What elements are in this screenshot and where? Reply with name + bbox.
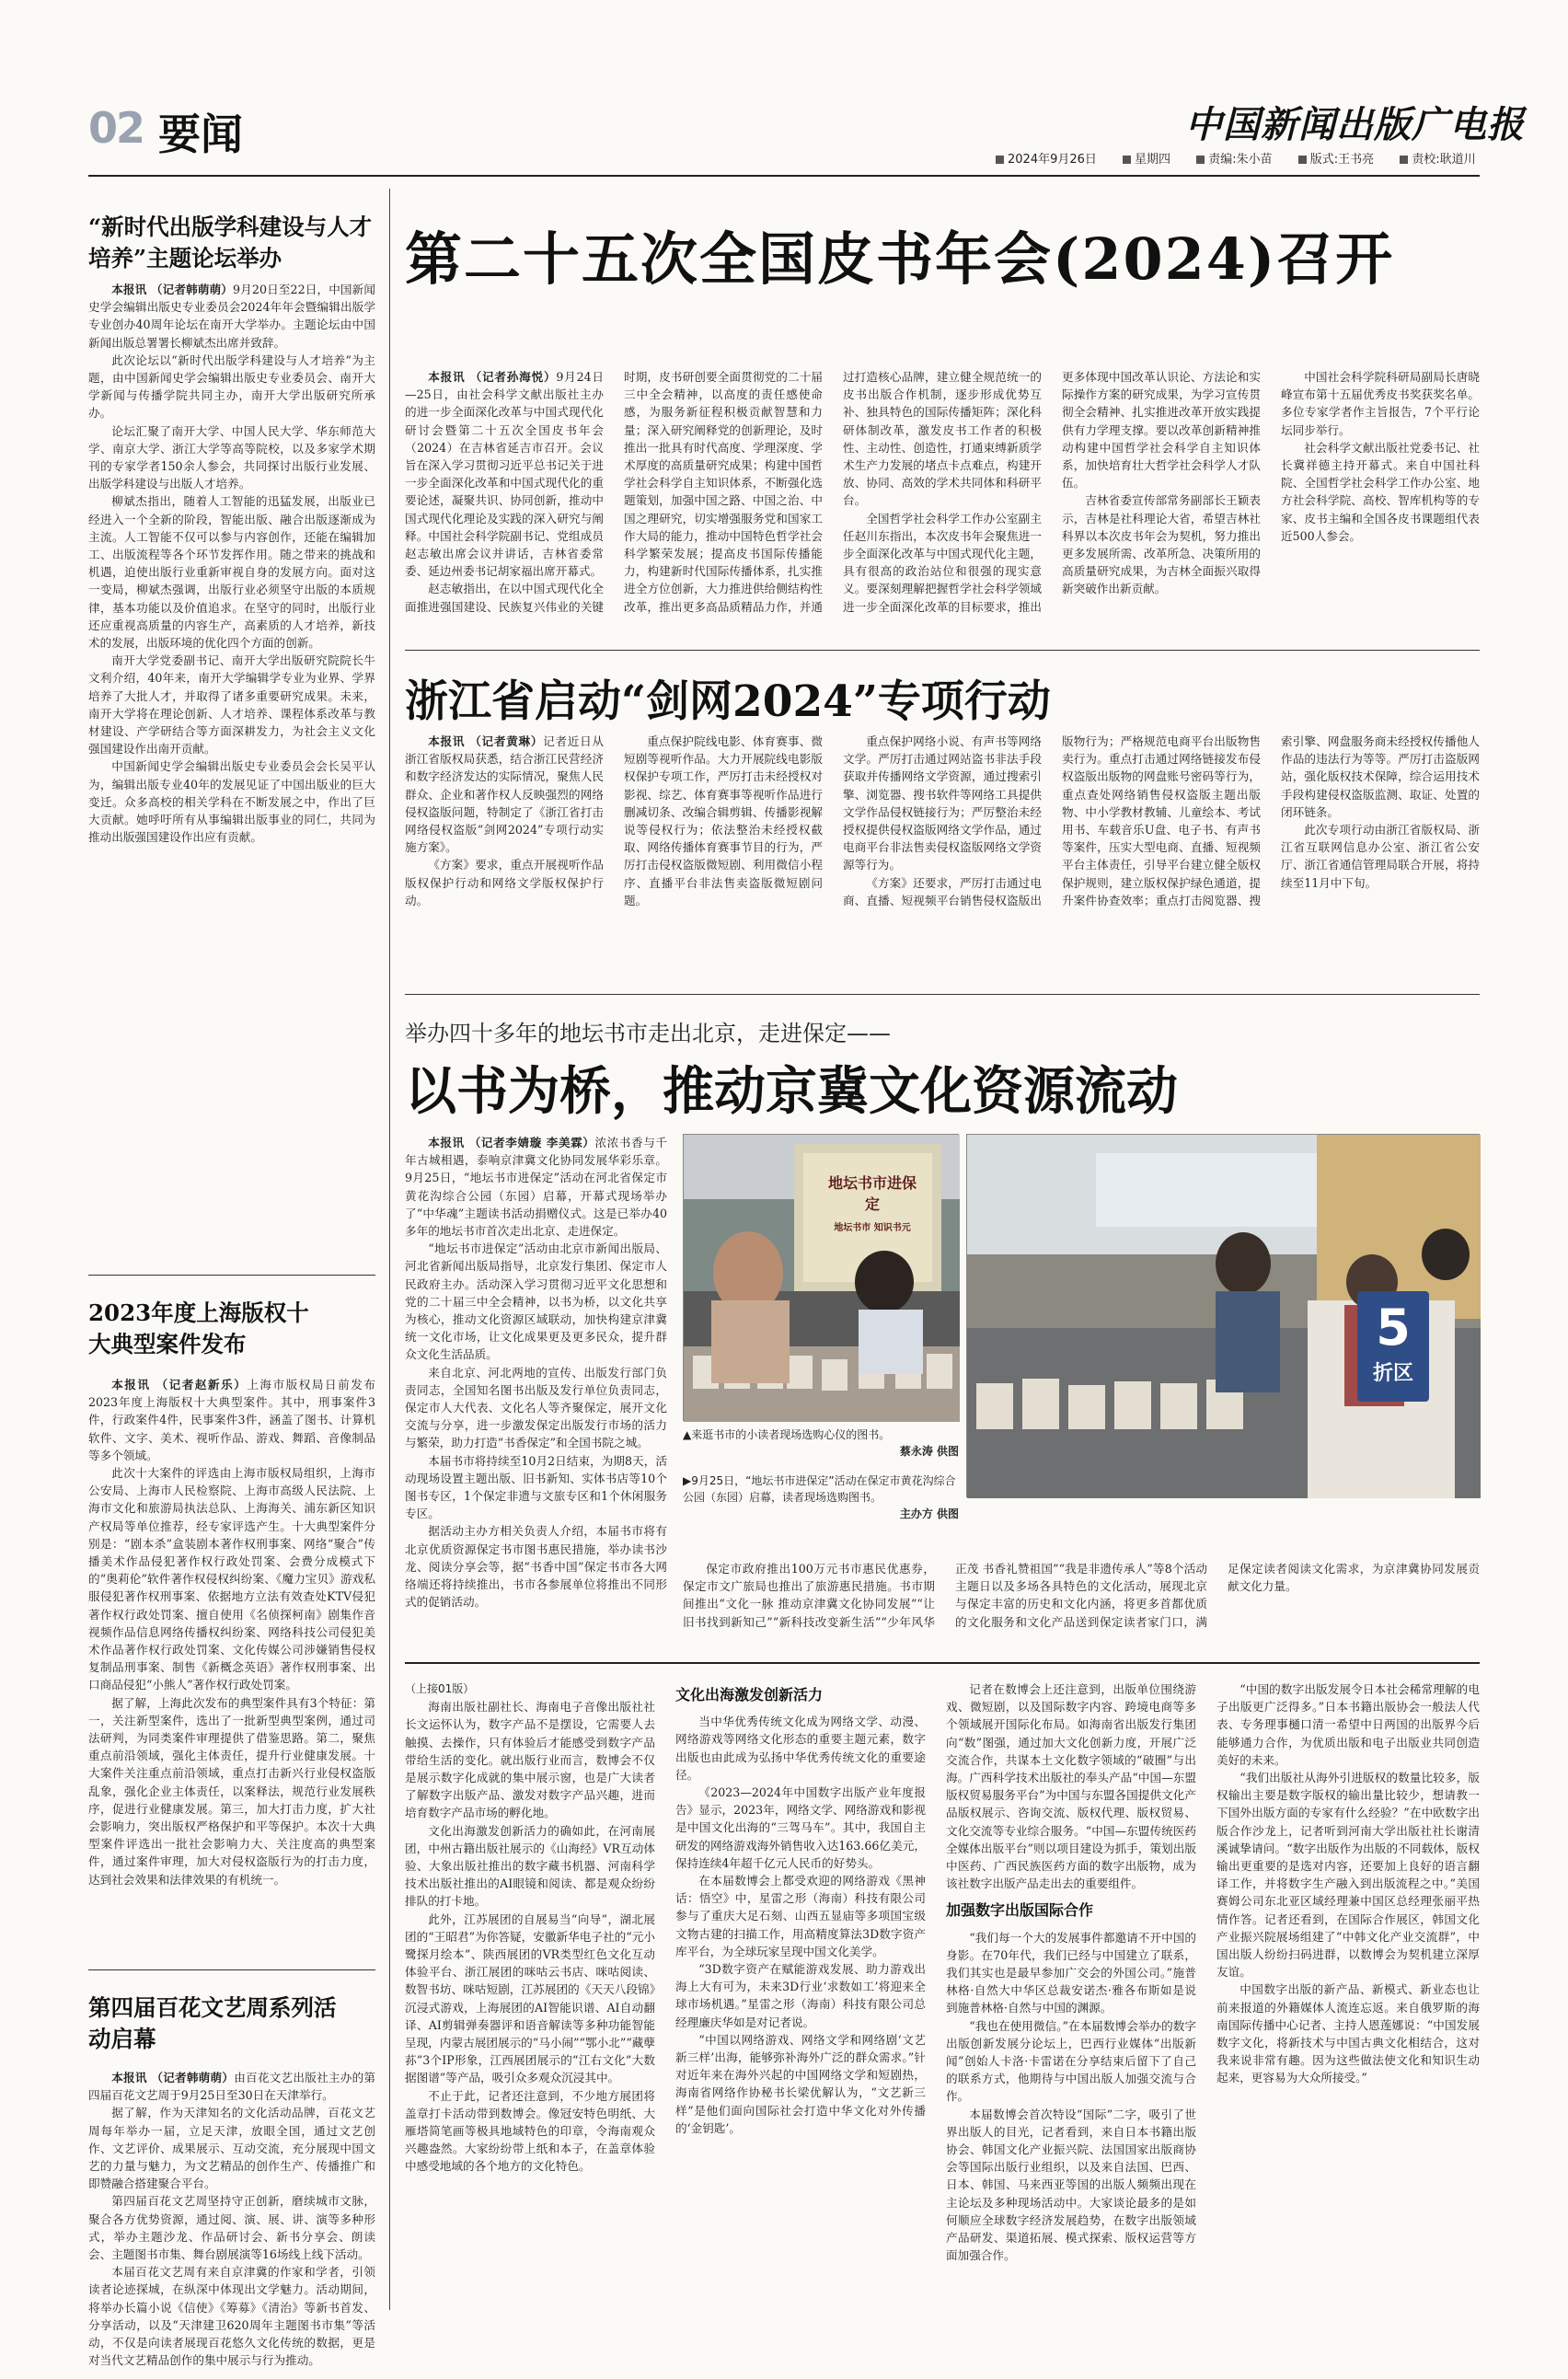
story2-title: 浙江省启动“剑网2024”专项行动 xyxy=(405,676,1051,727)
lead-story-title: 第二十五次全国皮书年会(2024)召开 xyxy=(405,225,1395,293)
issue-date: 2024年9月26日 xyxy=(1008,153,1097,167)
discount-sign-number: 5 xyxy=(1376,1299,1411,1357)
left-article1-title: “新时代出版学科建设与人才培养”主题论坛举办 xyxy=(88,214,373,271)
subhead-culture-export: 文化出海激发创新活力 xyxy=(675,1686,824,1703)
story3-author: 本报讯 （记者李婧璇 李美霖） xyxy=(428,1136,595,1149)
continuation-col2: 文化出海激发创新活力 当中华优秀传统文化成为网络文学、动漫、网络游戏等网络文化形态的重要主题元素，数字出版也由此成为弘扬中华优秀传统文化的重要途径。 《2023—2024年中国数字出版产业年度报告》显示，2023年，网络文学、网络游戏和影视是中国文化出海的“三驾马车”。其中，我国自主研发的网络游戏海外销售收入达163.66亿美元，保持连续4年超千亿元人民币的好势头。 在本届数博会上都受欢迎的网络游戏《黑神话：悟空》中，星雷之形（海南）科技有限公司参与了重庆大足石刻、山西五显庙等多项国宝级文物古建的扫描工作，用高精度算法3D数字资产库平台，为全球玩家呈现中国文化美学。 “3D数字资产在赋能游戏发展、助力游戏出海上大有可为，未来3D行业‘求数如工’将迎来全球市场机遇。”星雷之形（海南）科技有限公司总经理廉庆华如是对记者说。 “中国以网络游戏、网络文学和网络剧‘文艺新三样’出海，能够弥补海外广泛的群众需求。”针对近年来在海外兴起的中国网络文学和短剧热，海南省网络作协秘书长梁优解认为，“文艺新三样”是他们面向国际社会打造中华文化对外传播的‘金钥匙’。 xyxy=(675,1686,926,2135)
discount-sign-text: 折区 xyxy=(1372,1362,1413,1385)
continuation-col3: 记者在数博会上还注意到，出版单位围绕游戏、微短剧，以及国际数字内容、跨境电商等多个领域展开国际化布局。如海南省出版发行集团向“数”图强，通过加大文化创新力度，开展广泛交流合作，共谋本土文化数字领域的“破圈”与出海。广西科学技术出版社的奉头产品“中国—东盟版权贸易服务平台”为中国与东盟各国提供文化产品版权展示、咨询交流、版权代理、版权贸易、文化交流等专业综合服务。“中国—东盟传统医药全媒体出版平台”则以项目建设为抓手，策划出版中医药、广西民族医药方面的数字出版物，成为该社数字出版产品走出去的重要组件。 加强数字出版国际合作 “我们每一个大的发展事件都邀请不开中国的身影。在70年代，我们已经与中国建立了联系，我们其实也是最早参加广交会的外国公司。”施普林格·自然大中华区总裁安诺杰·雅各布斯如是说到施普林格·自然与中国的渊源。 “我也在使用微信。”在本届数博会举办的数字出版创新发展分论坛上，巴西行业媒体“出版新闻”创始人卡洛·卡雷诺在分享结束后留下了自己的联系方式，他期待与中国出版人加强交流与合作。 本届数博会首次特设“国际”二字，吸引了世界出版人的目光，记者看到，来自日本书籍出版协会、韩国文化产业振兴院、法国国家出版商协会等国际出版行业组织，以及来自法国、巴西、日本、韩国、马来西亚等国的出版人频频出现在主论坛及多种现场活动中。大家谈论最多的是如何顺应全球数字经济发展趋势，在数字出版领域产品研发、渠道拓展、模式探索、版权运营等方面加强合作。 xyxy=(946,1682,1196,2263)
section-name: 要闻 xyxy=(158,110,243,159)
masthead-logo: 中国新闻出版广电报 xyxy=(1185,103,1525,146)
continuation-col4: “中国的数字出版发展令日本社会稀常理解的电子出版更广泛得多。”日本书籍出版协会一般法人代表、专务理事樋口清一希望中日两国的出版界今后能够通力合作，为优质出版和电子出版业共同创造美好的未来。 “我们出版社从海外引进版权的数量比较多，版权输出主要是数字版权的输出量比较少，想请教一下国外出版方面的专家有什么经验？”在中欧数字出版合作沙龙上，记者听到河南大学出版社社长谢清溪诚挚请问。“数字出版作为出版的不同载体，版权输出更重要的是选对内容，还要加上良好的语言翻译工作，并将数字生产融入到出版流程之中。”美国赛姆公司东北亚区域经理兼中国区总经理张丽平热情作答。记者还看到，在国际合作展区，韩国文化产业振兴院展场组建了“中韩文化产业交流群”，中国出版人纷纷扫码进群，以数博会为契机建立深厚友谊。 中国数字出版的新产品、新模式、新业态也让前来报道的外籍媒体人流连忘返。来自俄罗斯的海南国际传播中心记者、主持人恩莲娜说：“中国发展数字文化，将新技术与中国古典文化相结合，这对我来说非常有趣。因为这些做法使文化和知识生动起来，更容易为大众所接受。” xyxy=(1216,1682,1480,2085)
left-article2-body: 本报讯 （记者赵新乐）上海市版权局日前发布2023年度上海版权十大典型案件。其中，刑事案件3件，行政案件4件，民事案件3件，涵盖了图书、计算机软件、文字、美术、视听作品、游戏、舞蹈、音像制品等多个领域。 此次十大案件的评选由上海市版权局组织，上海市公安局、上海市人民检察院、上海市高级人民法院、上海市文化和旅游局执法总队、上海海关、浦东新区知识产权局等单位推荐，经专家评选产生。十大典型案件分别是：“剧本杀”盒装剧本著作权刑事案、网络“聚合”传播美术作品侵犯著作权行政处罚案、会费分成模式下的“奥莉伦”软件著作权侵权纠纷案、《魔力宝贝》游戏私服侵犯著作权刑事案、依据地方立法有效查处KTV侵犯著作权行政处罚案、擅自使用《名侦探柯南》剧集作音视频作品信息网络传播权纠纷案、网络科技公司侵犯美术作品著作权行政处罚案、文化传媒公司涉嫌销售侵权复制品刑事案、制售《新概念英语》著作权刑事案、出口商品侵犯“小熊人”著作权行政处罚案。 据了解，上海此次发布的典型案件具有3个特征：第一，关注新型案件，选出了一批新型典型案例，通过司法研判，为同类案件审理提供了借鉴思路。第二，聚焦重点前沿领域，强化主体责任，提升行业健康发展。十大案件关注重点前沿领域，重点打击新兴行业侵权盗版乱象，强化企业主体责任，以案释法，规范行业发展秩序，促进行业健康发展。第三，加大打击力度，扩大社会影响力，突出版权严格保护和平等保护。本次十大典型案件评选出一批社会影响力大、关注度高的典型案件，通过案件审理，加大对侵权盗版行为的打击力度，达到社会效果和法律效果的有机统一。 xyxy=(88,1378,375,1887)
story3-divider xyxy=(405,1662,1480,1664)
left-divider-1 xyxy=(88,1275,375,1276)
continuation-jump-label: （上接01版） xyxy=(405,1682,475,1695)
column-divider xyxy=(389,189,390,2310)
lead-story-body: 本报讯 （记者孙海悦）9月24日—25日，由社会科学文献出版社主办的进一步全面深化改革与中国式现代化研讨会暨第二十五次全国皮书年会（2024）在吉林省延吉市召开。会议旨在深入学习贯彻习近平总书记关于进一步全面深化改革和中国式现代化的重要论述，凝聚共识、协同创新，推动中国式现代化理论及实践的深入研究与阐释。中国社会科学院副书记、党组成员赵志敏出席会议并讲话，吉林省委常委、延边州委书记胡家福出席开幕式。 赵志敏指出，在以中国式现代化全面推进强国建设、民族复兴伟业的关键时期，皮书研创要全面贯彻党的二十届三中全会精神，以高度的责任感使命感，为服务新征程积极贡献智慧和力量；深入研究阐释党的创新理论，及时推出一批具有时代高度、学理深度、学术厚度的高质量研究成果；构建中国哲学社会科学自主知识体系，不断强化选题策划，加强中国之路、中国之治、中国之理研究，切实增强服务党和国家工作大局的能力，推动中国特色哲学社会科学繁荣发展；提高皮书国际传播能力，构建新时代国际传播体系，扎实推进全方位创新，大力推进供给侧结构性改革，推出更多高品质精品力作，并通过打造核心品牌，建立健全规范统一的皮书出版合作机制，逐步形成优势互补、独具特色的国际传播矩阵；深化科研体制改革，激发皮书工作者的积极性、主动性、创造性，打通束缚新质学术生产力发展的堵点卡点难点，构建开放、协同、高效的学术共同体和科研平台。 全国哲学社会科学工作办公室副主任赵川东指出，本次皮书年会聚焦进一步全面深化改革与中国式现代化主题，具有很高的政治站位和很强的现实意义。要深刻理解把握哲学社会科学领域进一步全面深化改革的目标要求，推出更多体现中国改革认识论、方法论和实际操作方案的研究成果，为学习宣传贯彻全会精神、扎实推进改革开放实践提供有力学理支撑。要以改革创新精神推动构建中国哲学社会科学自主知识体系，加快培育壮大哲学社会科学人才队伍。 吉林省委宣传部常务副部长王颖表示，吉林是社科理论大省，希望吉林社科界以本次皮书年会为契机，努力推出更多发展所需、改革所急、决策所用的高质量研究成果，为吉林全面振兴取得新突破作出新贡献。 中国社会科学院科研局副局长唐晓峰宣布第十五届优秀皮书奖获奖名单。多位专家学者作主旨报告，7个平行论坛同步举行。 社会科学文献出版社党委书记、社长冀祥德主持开幕式。来自中国社科院、全国哲学社会科学工作办公室、地方社会科学院、高校、智库机构等的专家、皮书主编和全国各皮书课题组代表近500人参会。 xyxy=(405,370,1480,614)
layout-credit: 版式:王书亮 xyxy=(1309,153,1375,167)
bookfair-photo-children xyxy=(683,1134,959,1421)
page-number: 02 xyxy=(88,103,144,153)
left-article1-body: 本报讯 （记者韩萌萌）9月20日至22日，中国新闻史学会编辑出版史专业委员会2024年年会暨编辑出版学专业创办40周年论坛在南开大学举办。主题论坛由中国新闻出版总署署长柳斌杰出席并致辞。 此次论坛以“新时代出版学科建设与人才培养”为主题，由中国新闻史学会编辑出版史专业委员会、南开大学新闻与传播学院共同主办，南开大学出版研究所承办。 论坛汇聚了南开大学、中国人民大学、华东师范大学、南京大学、浙江大学等高等院校，以及多家学术期刊的专家学者150余人参会，共同探讨出版行业发展、出版学科建设与出版人才培养。 柳斌杰指出，随着人工智能的迅猛发展，出版业已经进入一个全新的阶段，智能出版、融合出版逐渐成为主流。人工智能不仅可以参与内容创作，还能在编辑加工、出版流程等各个环节发挥作用。随之带来的挑战和机遇，迫使出版行业重新审视自身的发展方向。面对这一变局，柳斌杰强调，出版行业必须坚守出版的本质规律，基本功能以及价值追求。在坚守的同时，出版行业还应重视高质量的内容生产，高素质的人才培养，新技术的发展，出版环境的优化四个方面的创新。 南开大学党委副书记、南开大学出版研究院院长牛文利介绍，40年来，南开大学编辑学专业为业界、学界培养了大批人才，并取得了诸多重要研究成果。未来，南开大学将在理论创新、人才培养、课程体系改革与教材建设、产学研结合等方面深耕发力，为社会主义文化强国建设作出南开贡献。 中国新闻史学会编辑出版史专业委员会会长吴平认为，编辑出版专业40年的发展见证了中国出版业的巨大变迁。众多高校的相关学科在不断发展之中，作出了巨大贡献。她呼吁所有从事编辑出版事业的同仁，共同为推动出版强国建设作出应有贡献。 xyxy=(88,283,375,845)
bookfair-booth-sign: 地坛书市进保定 地坛书市 知识书元 xyxy=(827,1174,917,1233)
story2-body: 本报讯 （记者黄琳）记者近日从浙江省版权局获悉，结合浙江民营经济和数字经济发达的实际情况，聚焦人民群众、企业和著作权人反映强烈的网络侵权盗版问题，特制定了《浙江省打击网络侵权盗版“剑网2024”专项行动实施方案》。 《方案》要求，重点开展视听作品版权保护行动和网络文学版权保护行动。 重点保护院线电影、体育赛事、微短剧等视听作品。大力开展院线电影版权保护专项工作，严厉打击未经授权对影视、综艺、体育赛事等视听作品进行删减切条、改编合辑剪辑、传播影视解说等侵权行为；依法整治未经授权截取、网络传播体育赛事节目的行为，严厉打击侵权盗版微短剧、利用微信小程序、直播平台非法售卖盗版微短剧问题。 重点保护网络小说、有声书等网络文学。严厉打击通过网站盗书非法手段获取并传播网络文学资源，通过搜索引擎、浏览器、搜书软件等网络工具提供文学作品侵权链接行为；严厉整治未经授权提供侵权盗版网络文学作品，通过电商平台非法售卖侵权盗版网络文学资源等行为。 《方案》还要求，严厉打击通过电商、直播、短视频平台销售侵权盗版出版物行为；严格规范电商平台出版物售卖行为。重点打击通过网络链接发布侵权盗版出版物的网盘账号密码等行为，重点查处网络销售侵权盗版主题出版物、中小学教材教辅、儿童绘本、考试用书、车载音乐U盘、电子书、有声书等案件，压实大型电商、直播、短视频平台主体责任，引导平台建立健全版权保护规则，建立版权保护绿色通道，提升案件协查效率；重点打击阅览器、搜索引擎、网盘服务商未经授权传播他人作品的违法行为等等。严厉打击盗版网站，强化版权技术保障，综合运用技术手段构建侵权盗版监测、取证、处置的闭环链条。 此次专项行动由浙江省版权局、浙江省互联网信息办公室、浙江省公安厅、浙江省通信管理局联合开展，将持续至11月中下旬。 xyxy=(405,734,1480,907)
left-article3-author: 本报讯 （记者韩萌萌） xyxy=(111,2071,235,2085)
lead-story-divider xyxy=(405,650,1480,651)
photo1-caption: ▲来逛书市的小读者现场选购心仪的图书。 蔡永涛 供图 xyxy=(683,1428,959,1458)
left-divider-2 xyxy=(88,1969,375,1970)
issue-meta-bar xyxy=(996,149,1498,167)
continuation-col1: （上接01版） 海南出版社副社长、海南电子音像出版社社长文运怀认为，数字产品不是摆设，它需要人去触摸、去操作，只有体验后才能感受到数字产品带给生活的变化。就出版行业而言，数博会不仅是展示数字化成就的集中展示窗，也是广大读者了解数字出版产品、激发对数字产品兴趣，进而培育数字产品市场的孵化地。 文化出海激发创新活力的确如此，在河南展团，中州古籍出版社展示的《山海经》VR互动体验、大象出版社推出的数字藏书机器、河南科学技术出版社推出的AI眼镜和阅读、都是观众纷纷排队的打卡地。 此外，江苏展团的自展易当“向导”，湖北展团的“王昭君”为你答疑，安徽新华电子社的“元小鹭探月绘本”、陕西展团的VR类型红色文化互动体验平台、浙江展团的咪咕云书店、咪咕阅读、数智书坊、咪咕短剧，江苏展团的《天天八段锦》沉浸式游戏，上海展团的AI智能识谱、AI自动翻译、AI剪辑弹奏器评和语音解读等多种功能智能呈现，内蒙古展团展示的“马小闹”“鄂小北”“藏孽荪”3个IP形象，江西展团展示的“江右文化”大数据图谱”等产品，吸引众多观众沉浸其中。 不止于此，记者还注意到，不少地方展团将盖章打卡活动带到数博会。像冠安特色明纸、大雁塔简笔画等极具地域特色的印章，令海南观众兴趣盎然。大家纷纷带上纸和本子，在盖章体验中感受地域的各个地方的文化特色。 xyxy=(405,1682,655,2174)
editor-credit: 责编:朱小苗 xyxy=(1208,153,1273,167)
subhead-international-cooperation: 加强数字出版国际合作 xyxy=(946,1901,1094,1920)
story3-body-col1: 本报讯 （记者李婧璇 李美霖）浓浓书香与千年古城相遇，泰响京津冀文化协同发展华彩乐章。9月25日，“地坛书市进保定”活动在河北省保定市黄花沟综合公园（东园）启幕，开幕式现场举办了“中华魂”主题读书活动捐赠仪式。这是已举办40多年的地坛书市首次走出北京、走进保定。 “地坛书市进保定”活动由北京市新闻出版局、河北省新闻出版局指导，北京发行集团、保定市人民政府主办。活动深入学习贯彻习近平文化思想和党的二十届三中全会精神，以书为桥，以文化共享为核心，推动文化资源区域联动，加快构建京津冀统一文化市场，让文化成果更及更多民众，提升群众文化生活品质。 来自北京、河北两地的宣传、出版发行部门负责同志，全国知名图书出版及发行单位负责同志，保定市人大代表、文化名人等齐聚保定，展开文化交流与分享，进一步激发保定出版发行市场的活力与繁荣，助力打造“书香保定”和全国书院之城。 本届书市将持续至10月2日结束，为期8天，活动现场设置主题出版、旧书新知、实体书店等10个图书专区，1个保定非遗与文旅专区和1个休闲服务专区。 据活动主办方相关负责人介绍，本届书市将有北京优质资源保定书市图书惠民措施，举办读书沙龙、阅读分享会等，据“书香中国”保定书市各大网络端还将持续推出，书市各参展单位将推出不同形式的促销活动。 xyxy=(405,1136,668,1610)
bookfair-photo-readers xyxy=(966,1134,1480,1497)
discount-sign xyxy=(1357,1291,1429,1402)
story3-title: 以书为桥，推动京冀文化资源流动 xyxy=(405,1061,1178,1122)
photo2-credit: 主办方 供图 xyxy=(899,1507,959,1520)
left-article2-title: 2023年度上海版权十大典型案件发布 xyxy=(88,1299,309,1357)
story3-body-bottom: 保定市政府推出100万元书市惠民优惠券，保定市文广旅局也推出了旅游惠民措施。书市期间推出“文化一脉 推动京津冀文化协同发展”“让旧书找到新知己”“新科技改变新生活”“少年风华正茂 书香礼赞祖国”“我是非遗传承人”等8个活动主题日以及多场各具特色的文化活动，展现北京与保定丰富的历史和文化内涵，将更多首都优质的文化服务和文化产品送到保定读者家门口，满足保定读者阅读文化需求，为京津冀协同发展贡献文化力量。 xyxy=(683,1562,1480,1629)
story3-kicker: 举办四十多年的地坛书市走出北京，走进保定—— xyxy=(405,1021,891,1046)
story2-author: 本报讯 （记者黄琳） xyxy=(428,734,544,748)
photo2-caption: ▶9月25日，“地坛书市进保定”活动在保定市黄花沟综合公园（东园）启幕，读者现场选购图书。 主办方 供图 xyxy=(683,1474,959,1520)
header-rule xyxy=(88,175,1480,177)
left-article3-title: 第四届百花文艺周系列活动启幕 xyxy=(88,1994,337,2052)
left-article1-author: 本报讯 （记者韩萌萌） xyxy=(111,283,234,296)
photo1-credit: 蔡永涛 供图 xyxy=(899,1445,959,1458)
proof-credit: 责校:耿道川 xyxy=(1412,153,1476,167)
left-article2-author: 本报讯 （记者赵新乐） xyxy=(111,1378,248,1392)
issue-weekday: 星期四 xyxy=(1135,153,1171,167)
left-article3-body: 本报讯 （记者韩萌萌）由百花文艺出版社主办的第四届百花文艺周于9月25日至30日在天津举行。 据了解，作为天津知名的文化活动品牌，百花文艺周每年举办一届，立足天津，放眼全国，通过文艺创作、文艺评价、成果展示、互动交流，充分展现中国文艺的力量与魅力，为文艺精品的创作生产、传播推广和即赞融合搭建聚合平台。 第四届百花文艺周坚持守正创新，磨续城市文脉，聚合各方优势资源，通过阅、演、展、讲、演等多种形式，举办主题沙龙、作品研讨会、新书分享会、朗读会、主题图书市集、舞台剧展演等16场线上线下活动。 本届百花文艺周有来自京津冀的作家和学者，引领读者论迹探城，在纵深中体现出文学魅力。活动期间，将举办长篇小说《信使》《筹募》《清治》等新书首发、分享活动，以及“天津建卫620周年主题图书市集”等活动，不仅是向读者展现百花悠久文化传统的数据，更是对当代文艺精品创作的集中展示与行为推动。 xyxy=(88,2071,376,2368)
story2-divider xyxy=(405,994,1480,995)
lead-story-author: 本报讯 （记者孙海悦） xyxy=(428,370,557,384)
